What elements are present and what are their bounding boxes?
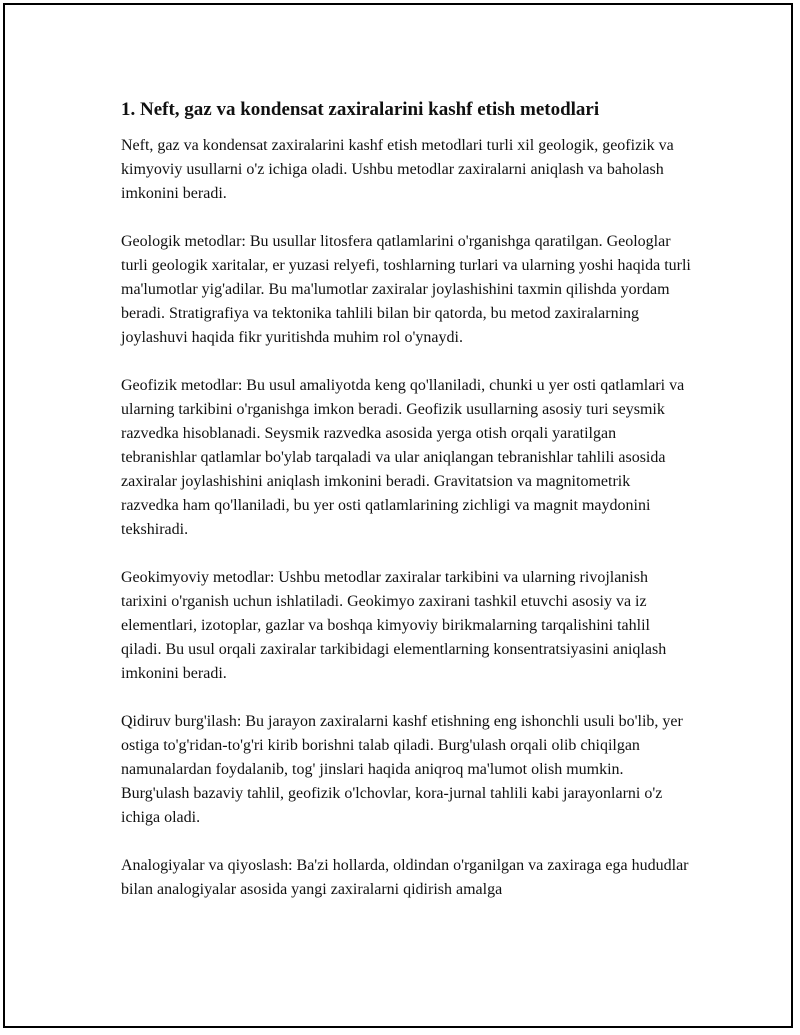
paragraph-analogies: Analogiyalar va qiyoslash: Ba'zi hollarda, oldindan o'rganilgan va zaxiraga ega hududlar bilan analogiyalar asosida yangi zaxiralarni qidirish amalga: [121, 857, 689, 898]
paragraph-intro: Neft, gaz va kondensat zaxiralarini kashf etish metodlari turli xil geologik, geofizik va kimyoviy usullarni o'z ichiga oladi. Ushbu metodlar zaxiralarni aniqlash va baholash imkonini beradi.: [121, 137, 674, 202]
document-body: [121, 96, 691, 926]
paragraph-geophysical-methods: Geofizik metodlar: Bu usul amaliyotda keng qo'llaniladi, chunki u yer osti qatlamlari va ularning tarkibini o'rganishga imkon beradi. Geofizik usullarning asosiy turi seysmik razvedka hisoblanadi. Seysmik razvedka asosida yerga otish orqali yaratilgan tebranishlar qatlamlar bo'ylab tarqaladi va ular aniqlangan tebranishlar tahlili asosida zaxiralar joylashishini aniqlash imkonini beradi. Gravitatsion va magnitometrik razvedka ham qo'llaniladi, bu yer osti qatlamlarining zichligi va magnit maydonini tekshiradi.: [121, 377, 685, 538]
paragraph-geologic-methods: Geologik metodlar: Bu usullar litosfera qatlamlarini o'rganishga qaratilgan. Geologlar turli geologik xaritalar, er yuzasi relyefi, toshlarning turlari va ularning yoshi haqida turli ma'lumotlar yig'adilar. Bu ma'lumotlar zaxiralar joylashishini taxmin qilishda yordam beradi. Stratigrafiya va tektonika tahlili bilan bir qatorda, bu metod zaxiralarning joylashuvi haqida fikr yuritishda muhim rol o'ynaydi.: [121, 233, 691, 346]
section-title: 1. Neft, gaz va kondensat zaxiralarini kashf etish metodlari: [121, 99, 600, 120]
paragraph-geochemical-methods: Geokimyoviy metodlar: Ushbu metodlar zaxiralar tarkibini va ularning rivojlanish tarixini o'rganish uchun ishlatiladi. Geokimyo zaxirani tashkil etuvchi asosiy va iz elementlari, izotoplar, gazlar va boshqa kimyoviy birikmalarning tarqalishini tahlil qiladi. Bu usul orqali zaxiralar tarkibidagi elementlarning konsentratsiyasini aniqlash imkonini beradi.: [121, 569, 667, 682]
page-frame: [3, 3, 793, 1028]
paragraph-exploratory-drilling: Qidiruv burg'ilash: Bu jarayon zaxiralarni kashf etishning eng ishonchli usuli bo'lib, yer ostiga to'g'ridan-to'g'ri kirib borishni talab qiladi. Burg'ulash orqali olib chiqilgan namunalardan foydalanib, tog' jinslari haqida aniqroq ma'lumot olish mumkin. Burg'ulash bazaviy tahlil, geofizik o'lchovlar, kora-jurnal tahlili kabi jarayonlarni o'z ichiga oladi.: [121, 713, 683, 826]
